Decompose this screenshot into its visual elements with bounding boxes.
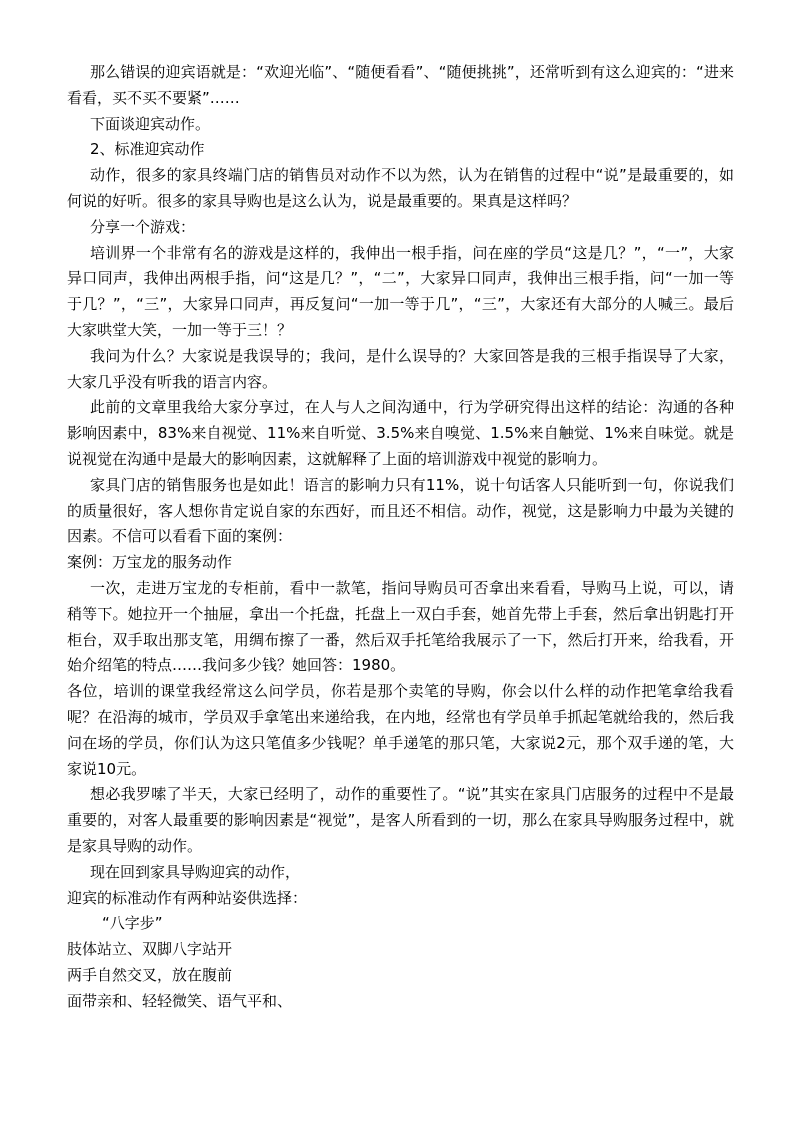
stance-item-feet: 肢体站立、双脚八字站开 — [67, 940, 233, 959]
paragraph-misleading: 我问为什么？大家说是我误导的；我问，是什么误导的？大家回答是我的三根手指误导了大家，大家几乎没有听我的语言内容。 — [67, 346, 734, 391]
paragraph-finger-game: 培训界一个非常有名的游戏是这样的，我伸出一根手指，问在座的学员“这是几？”，“一”，大家异口同声，我伸出两根手指，问“这是几？”，“二”，大家异口同声，我伸出三根手指，问“一加一等于几？”，“三”，大家异口同声，再反复问“一加一等于几”，“三”，大家还有大部分的人喊三。最后大家哄堂大笑，一加一等于三！？ — [67, 243, 734, 339]
paragraph-actions-importance: 动作，很多的家具终端门店的销售员对动作不以为然，认为在销售的过程中“说”是最重要的，如何说的好听。很多的家具导购也是这么认为，说是最重要的。果真是这样吗？ — [67, 166, 734, 210]
case-heading: 案例：万宝龙的服务动作 — [67, 553, 233, 572]
paragraph-training-question: 各位，培训的课堂我经常这么问学员，你若是那个卖笔的导购，你会以什么样的动作把笔拿给我看呢？在沿海的城市，学员双手拿笔出来递给我，在内地，经常也有学员单手抓起笔就给我的，然后我问在场的学员，你们认为这只笔值多少钱呢？单手递笔的那只笔，大家说2元，那个双手递的笔，大家说10元。 — [67, 682, 734, 778]
paragraph-greeting-actions-intro: 下面谈迎宾动作。 — [90, 114, 211, 133]
paragraph-wrong-greetings: 那么错误的迎宾语就是：“欢迎光临”、“随便看看”、“随便挑挑”，还常听到有这么迎宾的：“进来看看，买不买不要紧”…… — [67, 63, 734, 107]
paragraph-sales-service: 家具门店的销售服务也是如此！语言的影响力只有11%，说十句话客人只能听到一句，你说我们的质量很好，客人想你肯定说自家的东西好，而且还不相信。动作，视觉，这是影响力中最为关键的因素。不信可以看看下面的案例： — [67, 475, 734, 546]
paragraph-communication-factors: 此前的文章里我给大家分享过，在人与人之间沟通中，行为学研究得出这样的结论：沟通的各种影响因素中，83%来自视觉、11%来自听觉、3.5%来自嗅觉、1.5%来自触觉、1%来自味觉。就是说视觉在沟通中是最大的影响因素，这就解释了上面的培训游戏中视觉的影响力。 — [67, 398, 734, 468]
paragraph-case-story: 一次，走进万宝龙的专柜前，看中一款笔，指问导购员可否拿出来看看，导购马上说，可以，请稍等下。她拉开一个抽屉，拿出一个托盘，托盘上一双白手套，她首先带上手套，然后拿出钥匙打开柜台，双手取出那支笔，用绸布擦了一番，然后双手托笔给我展示了一下，然后打开来，给我看，开始介绍笔的特点……我问多少钱？她回答：1980。 — [67, 578, 734, 675]
paragraph-back-to-greeting: 现在回到家具导购迎宾的动作， — [90, 862, 301, 881]
stance-item-expression: 面带亲和、轻轻微笑、语气平和、 — [67, 991, 293, 1010]
section-heading-standard-greeting: 2、标准迎宾动作 — [90, 140, 205, 159]
stance-heading-figure-eight: “八字步” — [102, 914, 163, 933]
paragraph-two-stances: 迎宾的标准动作有两种站姿供选择： — [67, 888, 308, 907]
paragraph-visual-importance: 想必我罗嗦了半天，大家已经明了，动作的重要性了。“说”其实在家具门店服务的过程中不是最重要的，对客人最重要的影响因素是“视觉”，是客人所看到的一切，那么在家具导购服务过程中，就是家具导购的动作。 — [67, 785, 734, 855]
stance-item-hands: 两手自然交叉，放在腹前 — [67, 965, 233, 984]
document-page — [67, 60, 734, 1014]
paragraph-share-game: 分享一个游戏： — [90, 217, 196, 236]
